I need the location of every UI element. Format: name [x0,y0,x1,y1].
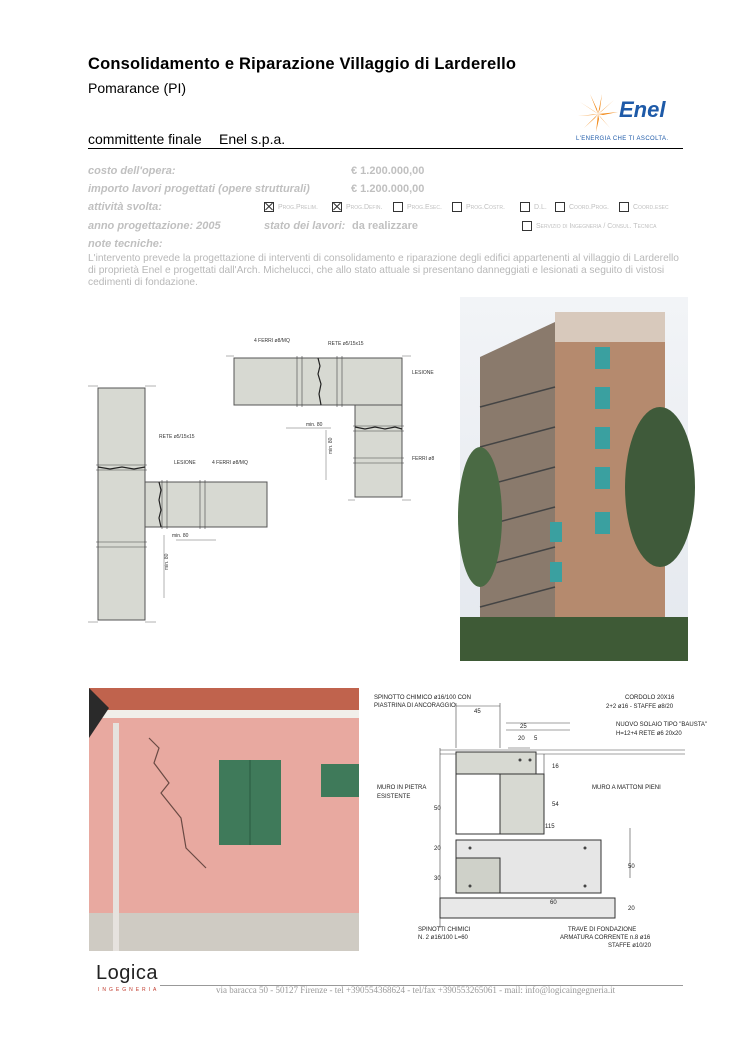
label-cordolo: CORDOLO 20X16 [625,695,675,701]
activity-checkbox[interactable] [555,202,565,212]
cost-label: costo dell'opera: [88,165,176,177]
label-rete-top: RETE ø5/15x15 [328,341,364,347]
label-spinotti-1: SPINOTTI CHIMICI [418,927,471,933]
activity-label-text: Prog.Defin. [346,204,383,211]
activity-label-text: Coord.Prog. [569,204,610,211]
label-spinotti-2: N. 2 ø16/100 L=60 [418,935,468,941]
page-title: Consolidamento e Riparazione Villaggio di Larderello [88,55,517,73]
building-photo [460,297,688,661]
plan-drawing [86,330,446,630]
activity-checkbox[interactable] [619,202,629,212]
label-min80-b: min. 80 [328,437,334,454]
footer-address: via baracca 50 - 50127 Firenze - tel +390554368624 - tel/fax +390553265061 - mail: info@logicaingegneria.it [216,985,616,995]
status-label: stato dei lavori: [264,220,346,232]
wall-photo [89,688,359,951]
label-lesione-right: LESIONE [412,370,434,376]
activity-label: attività svolta: [88,201,162,213]
activity-checkbox[interactable] [452,202,462,212]
logica-logo: Logica [96,962,158,984]
status-value: da realizzare [352,220,419,232]
dim-25: 25 [520,724,527,730]
label-staffe: 2+2 ø16 - STAFFE ø8/20 [606,704,674,710]
label-piastrina: PIASTRINA DI ANCORAGGIO [374,703,456,709]
logica-subtitle: INGEGNERIA [98,987,160,993]
header-divider [88,148,683,149]
label-lesione-left: LESIONE [174,460,196,466]
dim-20b: 20 [434,846,441,852]
works-value: € 1.200.000,00 [351,183,425,195]
enel-logo [570,92,685,147]
activity-label-text: Coord.esec [633,204,669,211]
client-label: committente finale [88,131,202,147]
service-label: Servizio di Ingegneria / Consul. Tecnica [536,223,657,230]
label-spinotto: SPINOTTO CHIMICO ø16/100 CON [374,695,471,701]
year-label: anno progettazione: 2005 [88,220,221,232]
enel-brand: Enel [619,97,666,122]
label-solaio: NUOVO SOLAIO TIPO "BAUSTA" [616,722,708,728]
activity-checkbox[interactable] [520,202,530,212]
activity-label-text: D.L. [534,204,547,211]
label-ferri-left: 4 FERRI ø8/MQ [212,460,248,466]
activity-label-text: Prog.Costr. [466,204,505,211]
dim-50b: 50 [628,864,635,870]
dim-60: 60 [550,900,557,906]
activity-checkbox[interactable] [264,202,274,212]
dim-20: 20 [518,736,525,742]
dim-54: 54 [552,802,559,808]
label-muro-pietra-2: ESISTENTE [377,794,411,800]
label-trave-1: TRAVE DI FONDAZIONE [568,927,637,933]
dim-115: 115 [545,824,555,830]
notes-label: note tecniche: [88,238,163,250]
enel-tagline: L'ENERGIA CHE TI ASCOLTA. [576,136,669,142]
dim-16: 16 [552,764,559,770]
notes-text: L'intervento prevede la progettazione di interventi di consolidamento e riparazione degli edifici appartenenti al villaggio di Larderello di proprietà Enel e progettati dall'Arch. Michelucci, che allo stato attuale si presentano danneggiati e lesionati a seguito di vistosi cedimenti di fondazione. [88,253,679,288]
label-muro-mattoni: MURO A MATTONI PIENI [592,785,661,791]
label-rete: H=12+4 RETE ø6 20x20 [616,731,682,737]
label-ferri-top: 4 FERRI ø8/MQ [254,338,290,344]
activity-checkbox[interactable] [332,202,342,212]
activity-label-text: Prog.Esec. [407,204,442,211]
cost-value: € 1.200.000,00 [351,165,425,177]
label-ferri-r: FERRI ø8 [412,456,435,462]
dim-20c: 20 [628,906,635,912]
activity-checkbox[interactable] [393,202,403,212]
label-min80-d: min. 80 [164,553,170,570]
dim-5: 5 [534,736,538,742]
service-checkbox[interactable] [522,221,532,231]
section-drawing [370,688,708,950]
label-rete-left: RETE ø5/15x15 [159,434,195,440]
client-value: Enel s.p.a. [219,131,286,147]
label-min80-a: min. 80 [306,422,323,428]
dim-45: 45 [474,709,481,715]
dim-50a: 50 [434,806,441,812]
label-trave-3: STAFFE ø10/20 [608,943,651,949]
label-min80-c: min. 80 [172,533,189,539]
activity-label-text: Prog.Prelim. [278,204,318,211]
page-subtitle: Pomarance (PI) [88,80,187,96]
label-trave-2: ARMATURA CORRENTE n.8 ø16 [560,935,651,941]
label-muro-pietra-1: MURO IN PIETRA [377,785,427,791]
works-label: importo lavori progettati (opere strutturali) [88,183,310,195]
dim-30: 30 [434,876,441,882]
